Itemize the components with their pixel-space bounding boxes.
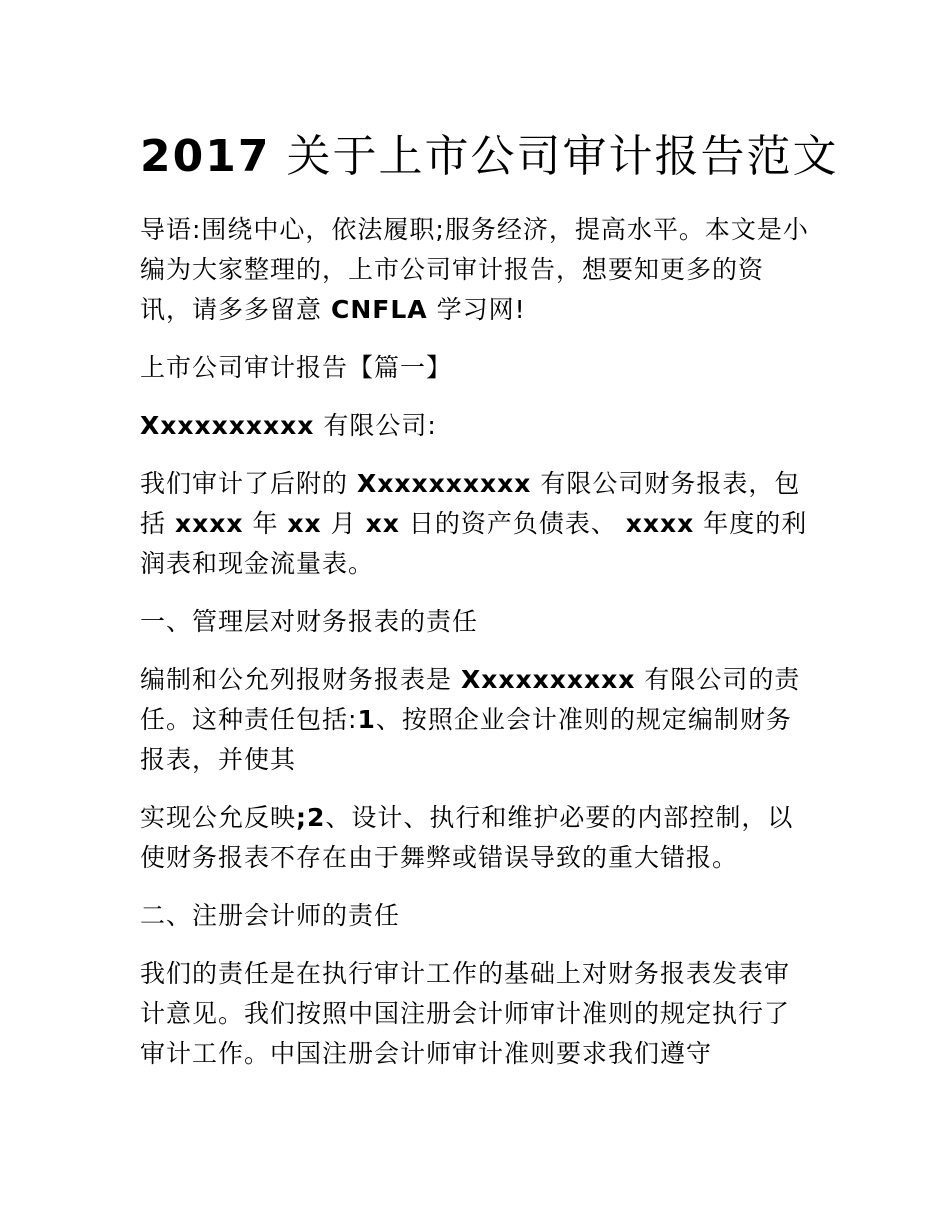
audit-text-c: 年 (252, 509, 279, 538)
audit-text-e: 日的资产负债表、 (408, 509, 617, 538)
title-text: 关于上市公司审计报告范文 (286, 131, 839, 182)
mgmt-text-b: 有限公司的责任。这种责任包括: (140, 665, 801, 734)
audit-text-f: 年度的利润表和现金流量表。 (140, 509, 808, 578)
document-title (140, 126, 839, 188)
audit-paragraph (140, 464, 815, 584)
heading-management: 一、管理层对财务报表的责任 (140, 607, 479, 636)
audit-company: Xxxxxxxxxx (356, 469, 532, 498)
mgmt-num-1: 1 (357, 705, 376, 734)
intro-paragraph (140, 210, 815, 330)
addressee-suffix: 有限公司: (323, 411, 437, 440)
heading-cpa: 二、注册会计师的责任 (140, 901, 401, 930)
audit-month: xx (287, 509, 322, 538)
addressee (140, 406, 815, 446)
audit-text-d: 月 (330, 509, 357, 538)
document-page (140, 126, 839, 1092)
mgmt-text-c: 、按照企业会计准则的规定编制财务报表，并使其 (140, 705, 792, 774)
section-title: 上市公司审计报告【篇一】 (140, 353, 453, 382)
mgmt2-num-2: ;2 (296, 803, 326, 832)
title-year: 2017 (140, 131, 271, 182)
audit-day: xx (365, 509, 400, 538)
intro-text: 导语:围绕中心，依法履职;服务经济，提高水平。本文是小编为大家整理的，上市公司审计报告，想要知更多的资讯，请多多留意 (140, 215, 809, 324)
audit-year-2: xxxx (625, 509, 695, 538)
management-paragraph-2 (140, 798, 815, 878)
audit-year-1: xxxx (174, 509, 244, 538)
management-paragraph (140, 660, 815, 780)
mgmt-company: Xxxxxxxxxx (460, 665, 636, 694)
mgmt2-text-a: 实现公允反映 (140, 803, 297, 832)
mgmt-text-a: 编制和公允列报财务报表是 (140, 665, 453, 694)
audit-text-a: 我们审计了后附的 (140, 469, 349, 498)
intro-text-end: 学习网! (436, 295, 526, 324)
intro-brand: CNFLA (330, 295, 428, 324)
addressee-company: Xxxxxxxxxx (140, 411, 315, 440)
mgmt2-text-b: 、设计、执行和维护必要的内部控制，以使财务报表不存在由于舞弊或错误导致的重大错报。 (140, 803, 794, 872)
audit-text-b: 有限公司财务报表，包括 (140, 469, 801, 538)
cpa-paragraph: 我们的责任是在执行审计工作的基础上对财务报表发表审计意见。我们按照中国注册会计师审计准则的规定执行了审计工作。中国注册会计师审计准则要求我们遵守 (140, 959, 791, 1068)
